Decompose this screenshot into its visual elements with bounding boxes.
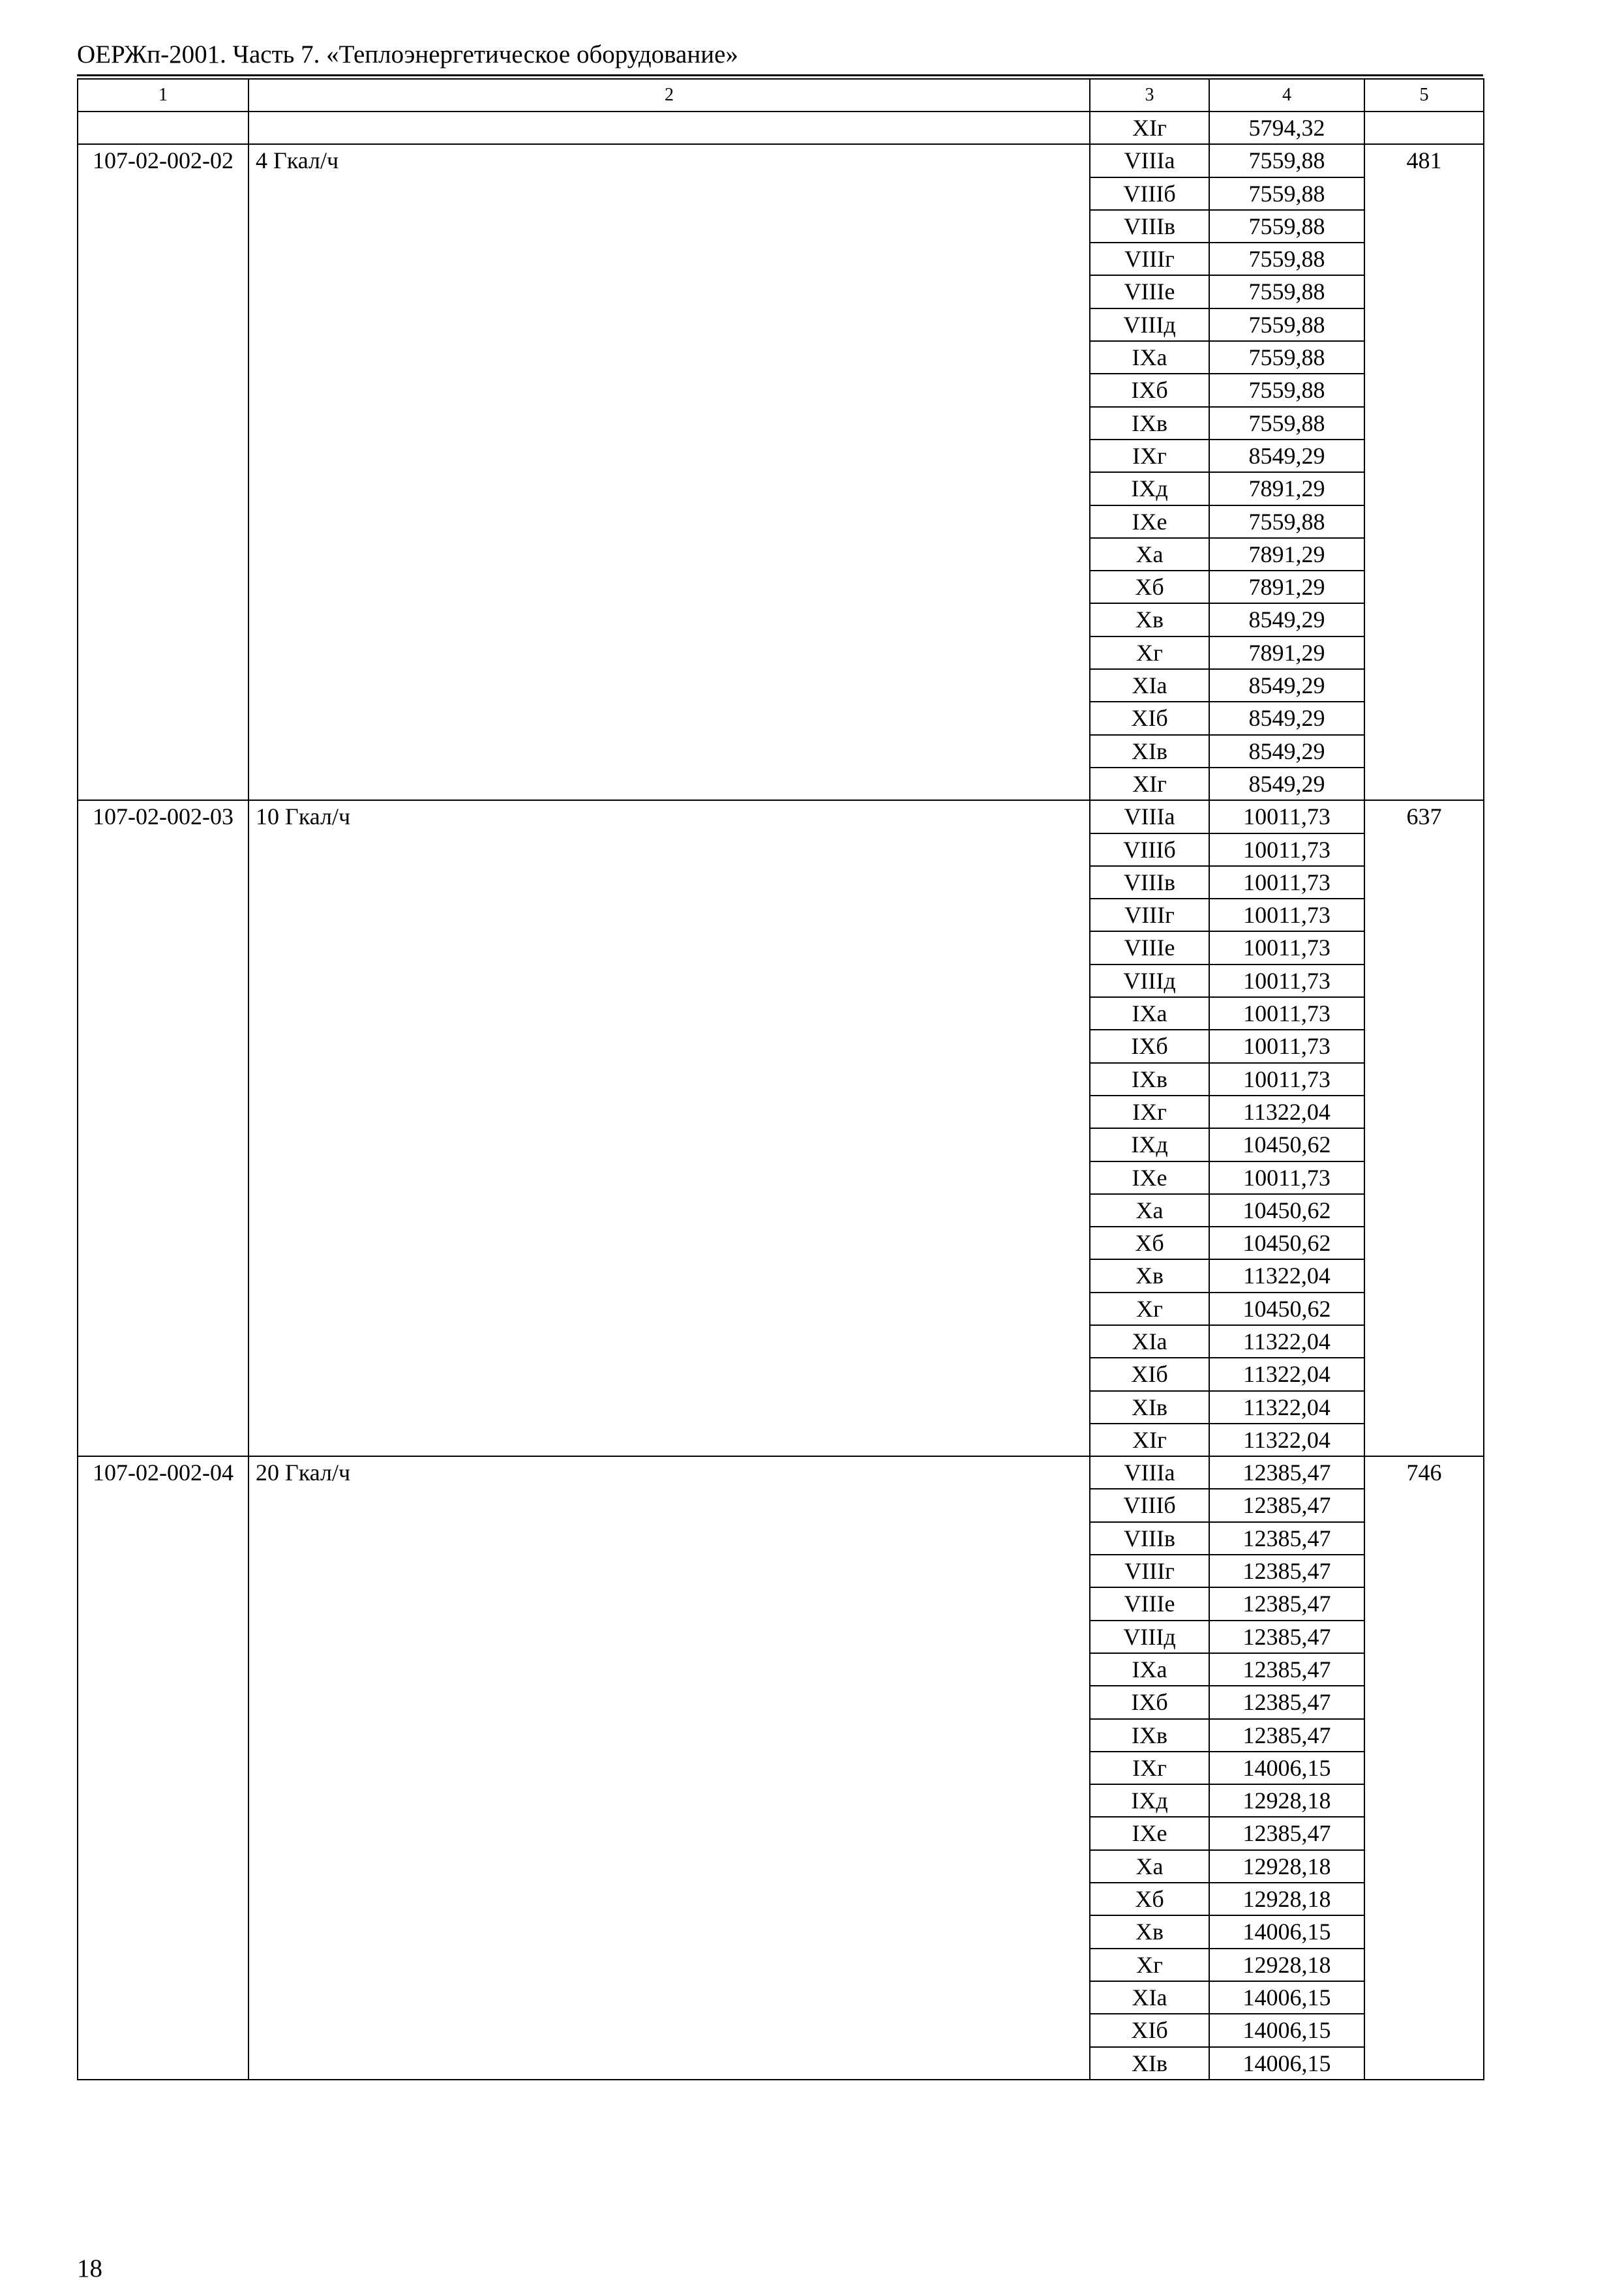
value-cell: 12385,47 bbox=[1209, 1653, 1364, 1686]
zone-cell: XIг bbox=[1090, 112, 1209, 144]
extra-cell bbox=[1364, 112, 1484, 144]
zone-cell: IXг bbox=[1090, 1752, 1209, 1784]
value-cell: 7559,88 bbox=[1209, 210, 1364, 243]
value-cell: 10011,73 bbox=[1209, 965, 1364, 997]
value-cell: 14006,15 bbox=[1209, 1981, 1364, 2014]
value-cell: 11322,04 bbox=[1209, 1325, 1364, 1358]
value-cell: 7559,88 bbox=[1209, 177, 1364, 210]
zone-cell: XIа bbox=[1090, 669, 1209, 702]
value-cell: 11322,04 bbox=[1209, 1358, 1364, 1390]
zone-cell: XIб bbox=[1090, 1358, 1209, 1390]
table-row bbox=[78, 1456, 1484, 1489]
zone-cell: VIIIв bbox=[1090, 1522, 1209, 1555]
zone-cell: Xа bbox=[1090, 1194, 1209, 1227]
value-cell: 7559,88 bbox=[1209, 505, 1364, 538]
value-cell: 10011,73 bbox=[1209, 931, 1364, 964]
zone-cell: Xг bbox=[1090, 1949, 1209, 1981]
value-cell: 8549,29 bbox=[1209, 669, 1364, 702]
zone-cell: Xв bbox=[1090, 1259, 1209, 1292]
zone-cell: VIIIв bbox=[1090, 210, 1209, 243]
value-cell: 12385,47 bbox=[1209, 1817, 1364, 1849]
table-row bbox=[78, 112, 1484, 144]
zone-cell: VIIIе bbox=[1090, 275, 1209, 308]
zone-cell: VIIIб bbox=[1090, 1489, 1209, 1521]
value-cell: 7891,29 bbox=[1209, 571, 1364, 603]
zone-cell: IXв bbox=[1090, 1719, 1209, 1752]
value-cell: 10011,73 bbox=[1209, 833, 1364, 866]
value-cell: 7559,88 bbox=[1209, 275, 1364, 308]
value-cell: 7559,88 bbox=[1209, 407, 1364, 440]
zone-cell: XIа bbox=[1090, 1325, 1209, 1358]
value-cell: 10011,73 bbox=[1209, 800, 1364, 833]
zone-cell: VIIIа bbox=[1090, 144, 1209, 177]
value-cell: 10011,73 bbox=[1209, 866, 1364, 899]
zone-cell: IXд bbox=[1090, 1784, 1209, 1817]
value-cell: 10011,73 bbox=[1209, 1063, 1364, 1096]
value-cell: 14006,15 bbox=[1209, 2047, 1364, 2080]
rates-table bbox=[77, 78, 1484, 2080]
value-cell: 11322,04 bbox=[1209, 1391, 1364, 1424]
column-number-cell: 3 bbox=[1090, 79, 1209, 112]
zone-cell: IXв bbox=[1090, 1063, 1209, 1096]
zone-cell: VIIIг bbox=[1090, 899, 1209, 931]
value-cell: 14006,15 bbox=[1209, 1752, 1364, 1784]
zone-cell: Xв bbox=[1090, 1915, 1209, 1948]
zone-cell: XIг bbox=[1090, 768, 1209, 800]
column-number-cell: 2 bbox=[248, 79, 1090, 112]
zone-cell: Xб bbox=[1090, 1227, 1209, 1259]
zone-cell: IXа bbox=[1090, 997, 1209, 1030]
value-cell: 10011,73 bbox=[1209, 1030, 1364, 1062]
zone-cell: Xг bbox=[1090, 1293, 1209, 1325]
column-number-row bbox=[78, 79, 1484, 112]
extra-cell: 637 bbox=[1364, 800, 1484, 1456]
zone-cell: Xа bbox=[1090, 538, 1209, 571]
zone-cell: IXе bbox=[1090, 505, 1209, 538]
value-cell: 11322,04 bbox=[1209, 1259, 1364, 1292]
zone-cell: VIIIб bbox=[1090, 833, 1209, 866]
value-cell: 12385,47 bbox=[1209, 1719, 1364, 1752]
zone-cell: XIв bbox=[1090, 2047, 1209, 2080]
code-cell: 107-02-002-03 bbox=[78, 800, 248, 1456]
zone-cell: XIа bbox=[1090, 1981, 1209, 2014]
code-cell bbox=[78, 112, 248, 144]
zone-cell: VIIIб bbox=[1090, 177, 1209, 210]
value-cell: 14006,15 bbox=[1209, 1915, 1364, 1948]
zone-cell: IXб bbox=[1090, 1686, 1209, 1718]
header-rule bbox=[77, 74, 1483, 76]
zone-cell: XIв bbox=[1090, 735, 1209, 768]
zone-cell: IXе bbox=[1090, 1161, 1209, 1194]
value-cell: 7559,88 bbox=[1209, 243, 1364, 275]
zone-cell: VIIIд bbox=[1090, 1621, 1209, 1653]
zone-cell: Xг bbox=[1090, 636, 1209, 669]
zone-cell: Xв bbox=[1090, 603, 1209, 636]
table-row bbox=[78, 144, 1484, 177]
column-number-cell: 1 bbox=[78, 79, 248, 112]
zone-cell: IXе bbox=[1090, 1817, 1209, 1849]
value-cell: 11322,04 bbox=[1209, 1096, 1364, 1128]
value-cell: 10450,62 bbox=[1209, 1128, 1364, 1161]
value-cell: 10011,73 bbox=[1209, 997, 1364, 1030]
zone-cell: XIб bbox=[1090, 702, 1209, 734]
value-cell: 12385,47 bbox=[1209, 1587, 1364, 1620]
column-number-cell: 4 bbox=[1209, 79, 1364, 112]
zone-cell: IXа bbox=[1090, 1653, 1209, 1686]
zone-cell: Xб bbox=[1090, 571, 1209, 603]
zone-cell: VIIIа bbox=[1090, 1456, 1209, 1489]
value-cell: 11322,04 bbox=[1209, 1424, 1364, 1456]
zone-cell: VIIIе bbox=[1090, 931, 1209, 964]
zone-cell: IXд bbox=[1090, 1128, 1209, 1161]
zone-cell: IXб bbox=[1090, 1030, 1209, 1062]
value-cell: 10011,73 bbox=[1209, 1161, 1364, 1194]
value-cell: 10011,73 bbox=[1209, 899, 1364, 931]
page-number: 18 bbox=[77, 2254, 102, 2282]
code-cell: 107-02-002-02 bbox=[78, 144, 248, 800]
value-cell: 12385,47 bbox=[1209, 1686, 1364, 1718]
value-cell: 7891,29 bbox=[1209, 636, 1364, 669]
value-cell: 8549,29 bbox=[1209, 702, 1364, 734]
value-cell: 12928,18 bbox=[1209, 1949, 1364, 1981]
value-cell: 12928,18 bbox=[1209, 1850, 1364, 1883]
zone-cell: IXб bbox=[1090, 374, 1209, 406]
zone-cell: IXа bbox=[1090, 341, 1209, 374]
column-number-cell: 5 bbox=[1364, 79, 1484, 112]
value-cell: 7559,88 bbox=[1209, 308, 1364, 341]
zone-cell: VIIIа bbox=[1090, 800, 1209, 833]
zone-cell: VIIIд bbox=[1090, 965, 1209, 997]
zone-cell: IXг bbox=[1090, 440, 1209, 472]
zone-cell: VIIIв bbox=[1090, 866, 1209, 899]
zone-cell: XIв bbox=[1090, 1391, 1209, 1424]
value-cell: 12385,47 bbox=[1209, 1522, 1364, 1555]
value-cell: 8549,29 bbox=[1209, 735, 1364, 768]
zone-cell: VIIIг bbox=[1090, 1555, 1209, 1587]
value-cell: 14006,15 bbox=[1209, 2014, 1364, 2046]
value-cell: 5794,32 bbox=[1209, 112, 1364, 144]
zone-cell: IXв bbox=[1090, 407, 1209, 440]
code-cell: 107-02-002-04 bbox=[78, 1456, 248, 2080]
zone-cell: Xа bbox=[1090, 1850, 1209, 1883]
zone-cell: IXд bbox=[1090, 472, 1209, 505]
value-cell: 12385,47 bbox=[1209, 1555, 1364, 1587]
zone-cell: VIIIе bbox=[1090, 1587, 1209, 1620]
value-cell: 7559,88 bbox=[1209, 341, 1364, 374]
zone-cell: XIг bbox=[1090, 1424, 1209, 1456]
value-cell: 12928,18 bbox=[1209, 1883, 1364, 1915]
table-row bbox=[78, 800, 1484, 833]
value-cell: 12385,47 bbox=[1209, 1489, 1364, 1521]
value-cell: 12385,47 bbox=[1209, 1621, 1364, 1653]
zone-cell: XIб bbox=[1090, 2014, 1209, 2046]
zone-cell: VIIIг bbox=[1090, 243, 1209, 275]
page-header-title: ОЕРЖп-2001. Часть 7. «Теплоэнергетическое оборудование» bbox=[77, 40, 738, 68]
zone-cell: VIIIд bbox=[1090, 308, 1209, 341]
value-cell: 7891,29 bbox=[1209, 472, 1364, 505]
value-cell: 10450,62 bbox=[1209, 1227, 1364, 1259]
value-cell: 12385,47 bbox=[1209, 1456, 1364, 1489]
value-cell: 8549,29 bbox=[1209, 768, 1364, 800]
zone-cell: IXг bbox=[1090, 1096, 1209, 1128]
extra-cell: 481 bbox=[1364, 144, 1484, 800]
value-cell: 7559,88 bbox=[1209, 144, 1364, 177]
extra-cell: 746 bbox=[1364, 1456, 1484, 2080]
name-cell: 10 Гкал/ч bbox=[248, 800, 1090, 1456]
name-cell: 4 Гкал/ч bbox=[248, 144, 1090, 800]
value-cell: 10450,62 bbox=[1209, 1293, 1364, 1325]
name-cell: 20 Гкал/ч bbox=[248, 1456, 1090, 2080]
name-cell bbox=[248, 112, 1090, 144]
value-cell: 12928,18 bbox=[1209, 1784, 1364, 1817]
value-cell: 8549,29 bbox=[1209, 440, 1364, 472]
value-cell: 8549,29 bbox=[1209, 603, 1364, 636]
zone-cell: Xб bbox=[1090, 1883, 1209, 1915]
value-cell: 10450,62 bbox=[1209, 1194, 1364, 1227]
value-cell: 7891,29 bbox=[1209, 538, 1364, 571]
rates-table-body bbox=[78, 79, 1484, 2080]
value-cell: 7559,88 bbox=[1209, 374, 1364, 406]
